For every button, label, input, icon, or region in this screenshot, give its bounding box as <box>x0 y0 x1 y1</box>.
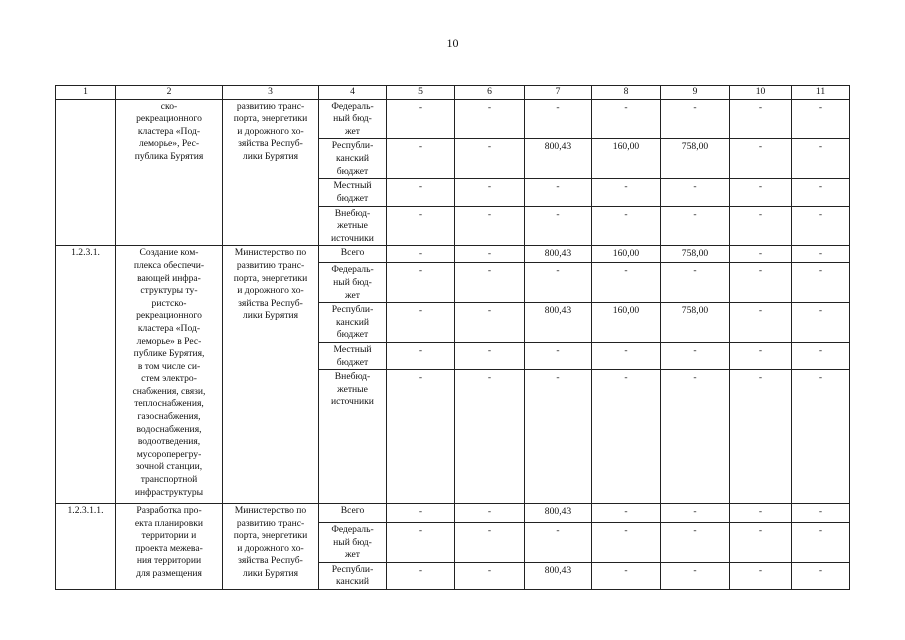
value-cell: - <box>592 562 661 589</box>
value-cell: 800,43 <box>525 246 592 263</box>
value-cell: - <box>455 206 525 246</box>
measure-code-cell <box>56 99 116 246</box>
header-row <box>56 86 850 100</box>
value-cell: - <box>592 179 661 206</box>
header-cell: 11 <box>792 86 850 100</box>
value-cell: - <box>661 206 730 246</box>
value-cell: - <box>592 263 661 303</box>
funding-source-cell: Местный бюджет <box>319 342 387 369</box>
page-number: 10 <box>446 36 459 50</box>
value-cell: - <box>730 99 792 139</box>
value-cell: - <box>525 263 592 303</box>
executor-cell: Министерство по развитию транс- порта, энергетики и дорожного хо- зяйства Респуб- лики Бурятия <box>223 246 319 504</box>
value-cell: - <box>661 179 730 206</box>
value-cell: - <box>455 370 525 504</box>
value-cell: - <box>730 504 792 523</box>
value-cell: - <box>730 523 792 563</box>
value-cell: - <box>525 206 592 246</box>
value-cell: - <box>592 504 661 523</box>
value-cell: - <box>387 246 455 263</box>
value-cell: 800,43 <box>525 303 592 343</box>
value-cell: - <box>387 206 455 246</box>
value-cell: - <box>792 179 850 206</box>
value-cell: - <box>455 179 525 206</box>
funding-source-cell: Республи- канский <box>319 562 387 589</box>
funding-source-cell: Федераль- ный бюд- жет <box>319 99 387 139</box>
value-cell: - <box>525 99 592 139</box>
header-cell: 7 <box>525 86 592 100</box>
value-cell: 800,43 <box>525 562 592 589</box>
value-cell: - <box>792 523 850 563</box>
value-cell: - <box>455 562 525 589</box>
value-cell: - <box>592 206 661 246</box>
value-cell: - <box>730 179 792 206</box>
value-cell: - <box>792 206 850 246</box>
funding-source-cell: Всего <box>319 246 387 263</box>
measure-title-cell: Создание ком- плекса обеспечи- вающей инфра- структуры ту- ристско- рекреационного кластера «Под- леморье» в Рес- публике Бурятия, в том числе си- стем электро- снабжения, связи, теплоснабжения, газоснабжения, водоснабжения, водоотведения, мусороперегру- зочной станции, транспортной инфраструктуры <box>116 246 223 504</box>
budget-table <box>55 85 850 590</box>
funding-source-cell: Республи- канский бюджет <box>319 139 387 179</box>
value-cell: - <box>792 370 850 504</box>
value-cell: - <box>730 370 792 504</box>
value-cell: - <box>455 263 525 303</box>
value-cell: - <box>661 562 730 589</box>
value-cell: - <box>730 139 792 179</box>
value-cell: - <box>387 139 455 179</box>
value-cell: - <box>387 303 455 343</box>
value-cell: 800,43 <box>525 504 592 523</box>
value-cell: - <box>455 99 525 139</box>
value-cell: - <box>792 562 850 589</box>
value-cell: - <box>387 263 455 303</box>
value-cell: - <box>387 342 455 369</box>
value-cell: - <box>792 99 850 139</box>
value-cell: 758,00 <box>661 246 730 263</box>
header-cell: 6 <box>455 86 525 100</box>
value-cell: 160,00 <box>592 246 661 263</box>
header-cell: 5 <box>387 86 455 100</box>
funding-source-cell: Внебюд- жетные источники <box>319 206 387 246</box>
value-cell: 758,00 <box>661 303 730 343</box>
header-cell: 2 <box>116 86 223 100</box>
value-cell: - <box>525 523 592 563</box>
value-cell: - <box>455 504 525 523</box>
table-row <box>56 504 850 523</box>
measure-title-cell: ско- рекреационного кластера «Под- леморье», Рес- публика Бурятия <box>116 99 223 246</box>
value-cell: - <box>730 246 792 263</box>
table-row <box>56 99 850 139</box>
funding-source-cell: Республи- канский бюджет <box>319 303 387 343</box>
value-cell: - <box>661 504 730 523</box>
funding-source-cell: Федераль- ный бюд- жет <box>319 523 387 563</box>
value-cell: - <box>387 370 455 504</box>
value-cell: - <box>792 504 850 523</box>
value-cell: - <box>792 139 850 179</box>
value-cell: - <box>730 303 792 343</box>
value-cell: - <box>525 370 592 504</box>
value-cell: - <box>730 263 792 303</box>
value-cell: - <box>661 342 730 369</box>
header-cell: 8 <box>592 86 661 100</box>
measure-code-cell: 1.2.3.1. <box>56 246 116 504</box>
funding-source-cell: Федераль- ный бюд- жет <box>319 263 387 303</box>
value-cell: - <box>730 562 792 589</box>
value-cell: 160,00 <box>592 303 661 343</box>
header-cell: 4 <box>319 86 387 100</box>
value-cell: - <box>792 263 850 303</box>
value-cell: - <box>661 370 730 504</box>
value-cell: - <box>387 562 455 589</box>
header-cell: 9 <box>661 86 730 100</box>
executor-cell: развитию транс- порта, энергетики и дорожного хо- зяйства Респуб- лики Бурятия <box>223 99 319 246</box>
header-cell: 1 <box>56 86 116 100</box>
funding-source-cell: Всего <box>319 504 387 523</box>
funding-source-cell: Местный бюджет <box>319 179 387 206</box>
value-cell: 758,00 <box>661 139 730 179</box>
executor-cell: Министерство по развитию транс- порта, энергетики и дорожного хо- зяйства Респуб- лики Бурятия <box>223 504 319 590</box>
value-cell: - <box>661 523 730 563</box>
value-cell: - <box>387 99 455 139</box>
value-cell: - <box>792 246 850 263</box>
value-cell: - <box>792 342 850 369</box>
value-cell: - <box>792 303 850 343</box>
header-cell: 10 <box>730 86 792 100</box>
value-cell: - <box>387 179 455 206</box>
value-cell: - <box>387 523 455 563</box>
value-cell: - <box>592 99 661 139</box>
value-cell: 160,00 <box>592 139 661 179</box>
value-cell: - <box>592 370 661 504</box>
value-cell: - <box>730 342 792 369</box>
measure-title-cell: Разработка про- екта планировки территории и проекта межева- ния территории для размещения <box>116 504 223 590</box>
table-row <box>56 246 850 263</box>
value-cell: 800,43 <box>525 139 592 179</box>
value-cell: - <box>661 263 730 303</box>
value-cell: - <box>387 504 455 523</box>
value-cell: - <box>455 303 525 343</box>
value-cell: - <box>592 523 661 563</box>
value-cell: - <box>455 139 525 179</box>
value-cell: - <box>455 523 525 563</box>
funding-source-cell: Внебюд- жетные источники <box>319 370 387 504</box>
header-cell: 3 <box>223 86 319 100</box>
measure-code-cell: 1.2.3.1.1. <box>56 504 116 590</box>
value-cell: - <box>525 179 592 206</box>
value-cell: - <box>730 206 792 246</box>
value-cell: - <box>455 342 525 369</box>
value-cell: - <box>455 246 525 263</box>
value-cell: - <box>592 342 661 369</box>
value-cell: - <box>525 342 592 369</box>
value-cell: - <box>661 99 730 139</box>
